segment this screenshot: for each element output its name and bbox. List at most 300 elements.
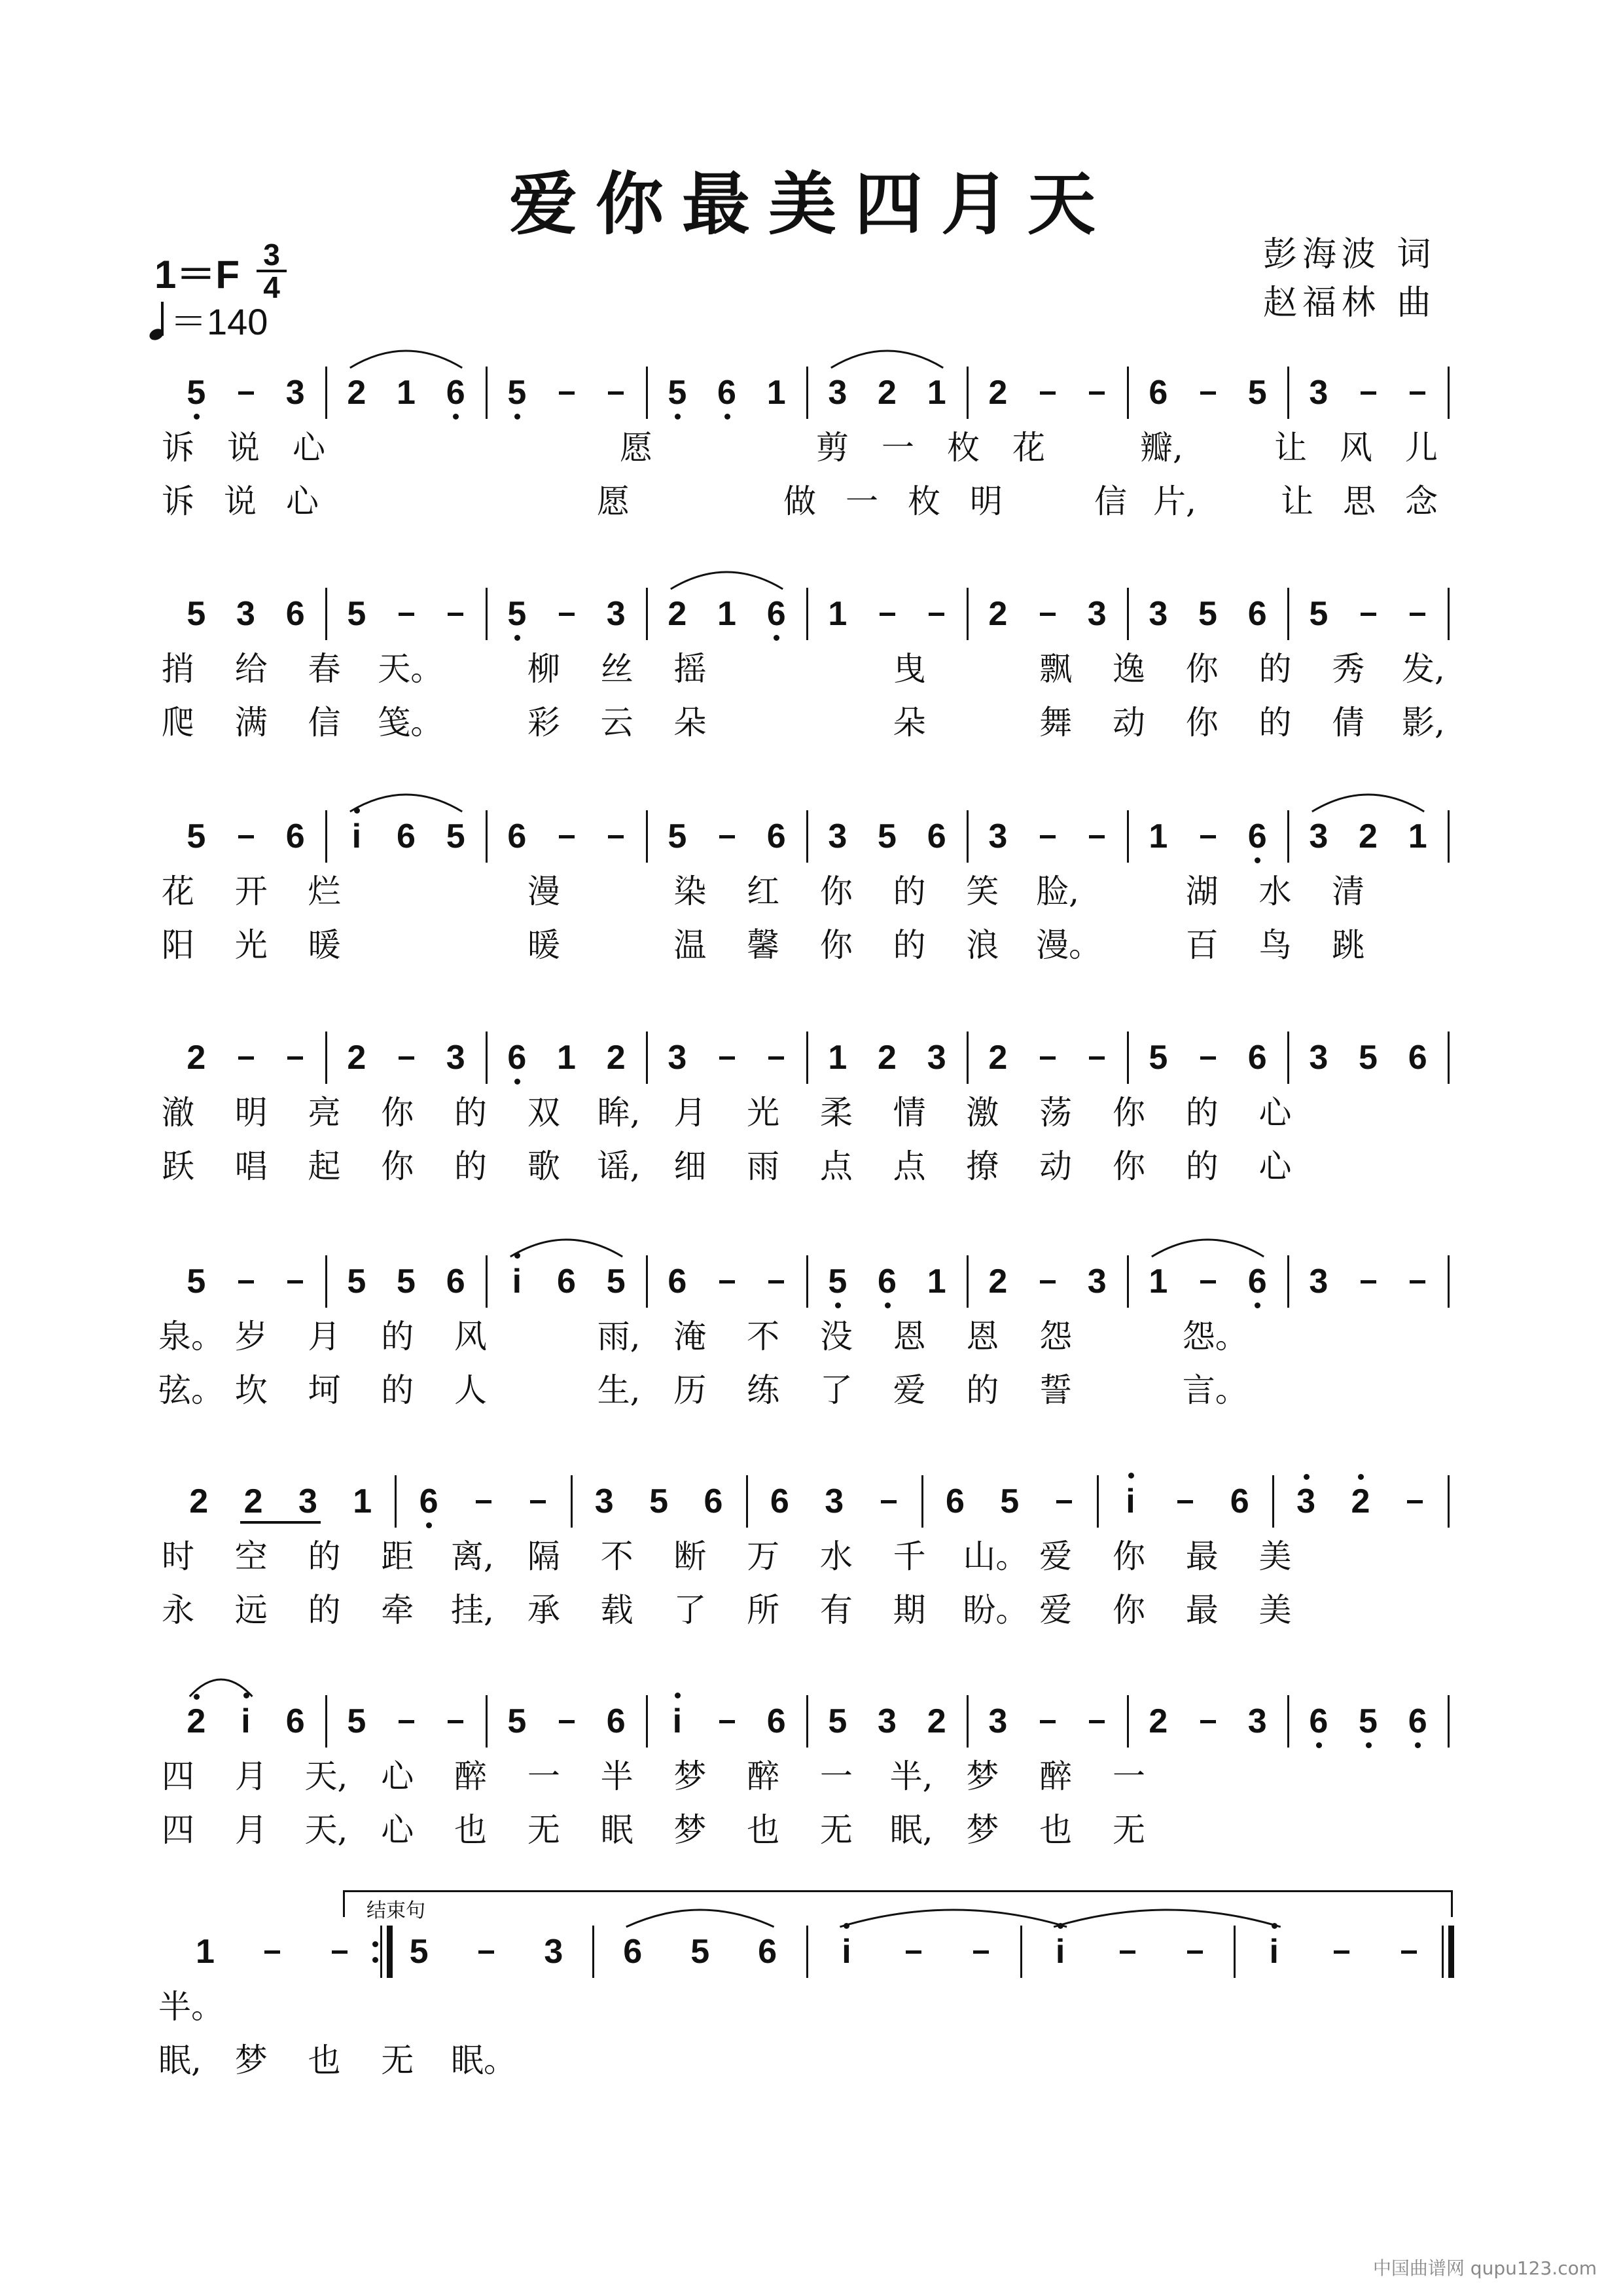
note-digit: 6 xyxy=(1247,1039,1267,1077)
lyric-char: 眠。 xyxy=(451,2041,517,2079)
note-digit: 6 xyxy=(1247,817,1267,855)
lyric-char: 无 xyxy=(527,1811,560,1849)
note-digit: 3 xyxy=(544,1933,563,1971)
note-digit: 6 xyxy=(717,374,736,412)
lyric-char: 唱 xyxy=(234,1147,268,1185)
note-digit: 2 xyxy=(347,374,366,412)
note-digit: 3 xyxy=(668,1039,687,1077)
lyric-char: 剪 xyxy=(816,429,849,467)
lyric-char: 诉 xyxy=(162,482,194,520)
lyric-char: 梦 xyxy=(673,1811,707,1849)
lyric-char: 一 xyxy=(527,1757,560,1795)
lyric-char: 淹 xyxy=(673,1318,707,1355)
lyric-char: 盼。 xyxy=(963,1591,1029,1629)
slur-arc xyxy=(671,572,783,589)
lyric-char: 练 xyxy=(747,1371,780,1409)
lyric-char: 风 xyxy=(1340,429,1372,467)
lyric-char: 逸 xyxy=(1112,650,1145,688)
lyric-char: 水 xyxy=(1258,872,1292,910)
note-digit: 1 xyxy=(353,1482,372,1520)
lyric-char: 断 xyxy=(673,1537,707,1575)
lyric-char: 花 xyxy=(1012,429,1045,467)
lyric-char: 的 xyxy=(1185,1094,1219,1132)
lyric-char: 点 xyxy=(893,1147,926,1185)
lyric-char: 温 xyxy=(673,926,707,964)
note-digit: 2 xyxy=(927,1702,946,1740)
lyric-char: 坎 xyxy=(234,1371,268,1409)
lyric-char: 笑 xyxy=(966,872,999,910)
lyric-char: 爱 xyxy=(893,1371,926,1409)
note-digit: 2 xyxy=(243,1482,263,1520)
lyric-char: 愿 xyxy=(620,429,652,467)
lyric-char: 百 xyxy=(1185,926,1219,964)
lyric-char: 说 xyxy=(224,482,257,520)
lyric-char: 你 xyxy=(1112,1591,1145,1629)
lyric-char: 也 xyxy=(308,2041,341,2079)
note-digit: 5 xyxy=(1359,1039,1378,1077)
lyric-char: 让 xyxy=(1281,482,1313,520)
note-digit: i xyxy=(512,1263,522,1300)
lyric-char: 红 xyxy=(747,872,780,910)
lyric-char: 梦 xyxy=(234,2041,268,2079)
note-digit: 5 xyxy=(347,1702,366,1740)
note-digit: 5 xyxy=(1247,374,1267,412)
note-digit: 6 xyxy=(766,817,786,855)
note-digit: i xyxy=(842,1933,851,1971)
lyric-char: 一 xyxy=(882,429,914,467)
note-digit: 5 xyxy=(1149,1039,1168,1077)
lyric-char: 恩 xyxy=(893,1318,926,1355)
note-digit: 5 xyxy=(507,595,527,633)
note-digit: 3 xyxy=(825,1482,844,1520)
lyric-char: 承 xyxy=(527,1591,560,1629)
lyric-char: 湖 xyxy=(1185,872,1219,910)
lyric-char: 半, xyxy=(889,1757,933,1795)
note-digit: 1 xyxy=(1408,817,1427,855)
note-digit: 6 xyxy=(507,817,527,855)
lyric-char: 了 xyxy=(819,1371,853,1409)
lyric-char: 一 xyxy=(1112,1757,1145,1795)
note-digit: 2 xyxy=(347,1039,366,1077)
lyric-char: 半。 xyxy=(158,1988,224,2026)
lyric-char: 眠, xyxy=(889,1811,933,1849)
note-digit: 3 xyxy=(1309,817,1329,855)
lyric-char: 鸟 xyxy=(1258,926,1292,964)
note-digit: 1 xyxy=(927,374,946,412)
lyric-char: 心 xyxy=(293,429,325,467)
lyric-char: 诉 xyxy=(162,429,194,467)
note-digit: 2 xyxy=(878,374,897,412)
lyric-char: 的 xyxy=(1185,1147,1219,1185)
lyric-char: 你 xyxy=(381,1147,414,1185)
note-digit: 6 xyxy=(766,1702,786,1740)
note-digit: i xyxy=(1126,1482,1135,1520)
note-digit: 6 xyxy=(606,1702,626,1740)
note-digit: 6 xyxy=(285,817,305,855)
slur-arc xyxy=(350,795,462,812)
note-digit: 5 xyxy=(649,1482,669,1520)
note-digit: 5 xyxy=(690,1933,710,1971)
lyric-char: 风 xyxy=(454,1318,488,1355)
note-digit: 1 xyxy=(1149,1263,1168,1300)
note-digit: 2 xyxy=(187,1039,206,1077)
lyric-char: 月 xyxy=(234,1811,268,1849)
note-digit: 2 xyxy=(668,595,687,633)
note-digit: 3 xyxy=(446,1039,465,1077)
lyric-char: 动 xyxy=(1112,704,1145,742)
lyric-char: 恩 xyxy=(966,1318,999,1355)
note-digit: 2 xyxy=(1149,1702,1168,1740)
note-digit: 5 xyxy=(1000,1482,1020,1520)
lyric-char: 暖 xyxy=(527,926,560,964)
note-digit: 6 xyxy=(668,1263,687,1300)
lyric-char: 光 xyxy=(747,1094,780,1132)
lyric-char: 最 xyxy=(1185,1537,1219,1575)
note-digit: 6 xyxy=(285,595,305,633)
lyric-char: 枚 xyxy=(947,429,980,467)
lyricist-credit: 彭海波 词 xyxy=(1263,235,1436,274)
note-digit: 5 xyxy=(507,1702,527,1740)
lyric-char: 染 xyxy=(673,872,707,910)
lyric-char: 澈 xyxy=(162,1094,194,1132)
lyric-char: 柳 xyxy=(527,650,560,688)
lyric-char: 你 xyxy=(381,1094,414,1132)
lyric-char: 载 xyxy=(600,1591,633,1629)
lyric-char: 距 xyxy=(381,1537,414,1575)
note-digit: 5 xyxy=(1359,1702,1378,1740)
note-digit: 5 xyxy=(347,1263,366,1300)
lyric-char: 山。 xyxy=(963,1537,1029,1575)
note-digit: 1 xyxy=(828,595,847,633)
lyric-char: 心 xyxy=(1258,1147,1292,1185)
slur-arc xyxy=(510,1240,622,1257)
note-digit: 3 xyxy=(1309,1263,1329,1300)
lyric-char: 的 xyxy=(308,1537,341,1575)
note-digit: 3 xyxy=(1087,1263,1107,1300)
lyric-char: 信 xyxy=(308,704,341,742)
lyric-char: 了 xyxy=(673,1591,707,1629)
note-digit: 6 xyxy=(1149,374,1168,412)
lyric-char: 你 xyxy=(819,926,853,964)
lyric-char: 影, xyxy=(1402,704,1445,742)
composer-credit: 赵福林 曲 xyxy=(1263,283,1436,323)
lyric-char: 双 xyxy=(527,1094,560,1132)
note-digit: 3 xyxy=(927,1039,946,1077)
slur-arc xyxy=(831,351,943,368)
note-digit: 2 xyxy=(988,1039,1008,1077)
lyric-char: 弦。 xyxy=(158,1371,224,1409)
note-digit: 3 xyxy=(1309,1039,1329,1077)
note-digit: 5 xyxy=(1198,595,1217,633)
note-digit: i xyxy=(351,817,362,855)
note-digit: i xyxy=(672,1702,683,1740)
lyric-char: 给 xyxy=(234,650,268,688)
lyric-char: 爱 xyxy=(1039,1537,1073,1575)
lyric-char: 笺。 xyxy=(378,704,444,742)
lyric-char: 做 xyxy=(783,482,816,520)
note-digit: 2 xyxy=(878,1039,897,1077)
lyric-char: 期 xyxy=(893,1591,926,1629)
lyric-char: 的 xyxy=(893,926,926,964)
note-digit: i xyxy=(241,1702,251,1740)
ending-bracket xyxy=(343,1890,1453,1917)
lyric-char: 不 xyxy=(600,1537,633,1575)
note-digit: 5 xyxy=(828,1702,847,1740)
note-digit: 1 xyxy=(557,1039,576,1077)
lyric-char: 天, xyxy=(304,1811,348,1849)
lyric-char: 隔 xyxy=(527,1537,560,1575)
lyric-char: 情 xyxy=(893,1094,926,1132)
lyric-char: 你 xyxy=(1112,1094,1145,1132)
note-digit: 2 xyxy=(1351,1482,1370,1520)
note-digit: 6 xyxy=(766,595,786,633)
note-digit: 1 xyxy=(195,1933,215,1971)
lyric-char: 怨。 xyxy=(1182,1318,1248,1355)
lyric-char: 光 xyxy=(234,926,268,964)
lyric-char: 说 xyxy=(227,429,260,467)
lyric-char: 月 xyxy=(673,1094,707,1132)
lyric-char: 四 xyxy=(162,1757,194,1795)
note-digit: 3 xyxy=(1087,595,1107,633)
lyric-char: 清 xyxy=(1332,872,1365,910)
lyric-char: 有 xyxy=(819,1591,853,1629)
lyric-char: 醉 xyxy=(747,1757,780,1795)
lyric-char: 没 xyxy=(819,1318,853,1355)
note-digit: 5 xyxy=(187,374,206,412)
lyric-char: 歌 xyxy=(527,1147,560,1185)
lyric-char: 你 xyxy=(1112,1147,1145,1185)
lyric-char: 舞 xyxy=(1039,704,1073,742)
lyric-char: 让 xyxy=(1274,429,1307,467)
lyric-char: 曳 xyxy=(893,650,926,688)
note-digit: 6 xyxy=(397,817,416,855)
lyric-char: 飘 xyxy=(1039,650,1073,688)
lyric-char: 誓 xyxy=(1039,1371,1073,1409)
lyric-char: 眠 xyxy=(600,1811,633,1849)
lyric-char: 离, xyxy=(451,1537,494,1575)
lyric-char: 的 xyxy=(381,1318,414,1355)
lyric-char: 心 xyxy=(381,1757,414,1795)
lyric-char: 的 xyxy=(893,872,926,910)
lyric-char: 无 xyxy=(819,1811,853,1849)
lyric-char: 梦 xyxy=(966,1811,999,1849)
lyric-char: 你 xyxy=(1112,1537,1145,1575)
lyric-char: 的 xyxy=(308,1591,341,1629)
lyric-char: 爬 xyxy=(162,704,194,742)
lyric-char: 片, xyxy=(1153,482,1196,520)
lyric-char: 心 xyxy=(286,482,319,520)
note-digit: 6 xyxy=(446,374,465,412)
note-digit: 6 xyxy=(419,1482,438,1520)
lyric-char: 远 xyxy=(234,1591,268,1629)
note-digit: 5 xyxy=(878,817,897,855)
note-digit: 3 xyxy=(285,374,305,412)
note-digit: 3 xyxy=(1309,374,1329,412)
note-digit: 5 xyxy=(187,595,206,633)
lyric-char: 明 xyxy=(970,482,1003,520)
lyric-char: 信 xyxy=(1094,482,1127,520)
note-digit: 1 xyxy=(397,374,416,412)
watermark: 中国曲谱网 qupu123.com xyxy=(1372,2257,1597,2279)
lyric-char: 阳 xyxy=(162,926,194,964)
note-digit: 6 xyxy=(1309,1702,1329,1740)
lyric-char: 水 xyxy=(819,1537,853,1575)
lyric-char: 云 xyxy=(600,704,633,742)
lyric-char: 的 xyxy=(454,1147,488,1185)
note-digit: 2 xyxy=(1359,817,1378,855)
note-digit: 5 xyxy=(668,817,687,855)
note-digit: 6 xyxy=(1247,1263,1267,1300)
note-digit: 3 xyxy=(988,817,1008,855)
note-digit: 5 xyxy=(606,1263,626,1300)
lyric-char: 摇 xyxy=(673,650,707,688)
lyric-char: 月 xyxy=(234,1757,268,1795)
lyric-char: 爱 xyxy=(1039,1591,1073,1629)
lyric-char: 细 xyxy=(673,1147,707,1185)
lyric-char: 点 xyxy=(819,1147,853,1185)
note-digit: 6 xyxy=(770,1482,789,1520)
lyric-char: 春 xyxy=(308,650,341,688)
lyric-char: 柔 xyxy=(819,1094,853,1132)
note-digit: 6 xyxy=(945,1482,965,1520)
lyric-char: 眸, xyxy=(597,1094,641,1132)
lyric-char: 梦 xyxy=(966,1757,999,1795)
lyric-char: 你 xyxy=(819,872,853,910)
note-digit: 3 xyxy=(1247,1702,1267,1740)
lyric-char: 梦 xyxy=(673,1757,707,1795)
lyric-char: 心 xyxy=(1258,1094,1292,1132)
lyric-char: 儿 xyxy=(1405,429,1438,467)
note-digit: i xyxy=(1055,1933,1065,1971)
lyric-char: 坷 xyxy=(308,1371,341,1409)
note-digit: 5 xyxy=(828,1263,847,1300)
lyric-char: 也 xyxy=(747,1811,780,1849)
lyric-char: 不 xyxy=(747,1318,780,1355)
lyric-char: 天, xyxy=(304,1757,348,1795)
note-digit: 2 xyxy=(988,1263,1008,1300)
note-digit: 1 xyxy=(927,1263,946,1300)
note-digit: 6 xyxy=(446,1263,465,1300)
slur-arc xyxy=(1152,1240,1264,1257)
lyric-char: 激 xyxy=(966,1094,999,1132)
lyric-char: 馨 xyxy=(747,926,780,964)
note-digit: 6 xyxy=(1408,1702,1427,1740)
note-digit: 3 xyxy=(878,1702,897,1740)
lyric-char: 跳 xyxy=(1332,926,1365,964)
lyric-char: 开 xyxy=(234,872,268,910)
lyric-char: 满 xyxy=(234,704,268,742)
lyric-char: 半 xyxy=(600,1757,633,1795)
lyric-char: 你 xyxy=(1185,704,1219,742)
lyric-char: 发, xyxy=(1402,650,1445,688)
note-digit: 2 xyxy=(606,1039,626,1077)
lyric-char: 雨, xyxy=(597,1318,641,1355)
lyric-char: 四 xyxy=(162,1811,194,1849)
time-signature-denominator: 4 xyxy=(263,270,280,304)
note-digit: 3 xyxy=(606,595,626,633)
lyric-char: 所 xyxy=(747,1591,780,1629)
lyric-char: 醉 xyxy=(454,1757,488,1795)
lyric-char: 动 xyxy=(1039,1147,1073,1185)
lyric-char: 枚 xyxy=(908,482,940,520)
note-digit: 3 xyxy=(236,595,255,633)
lyric-char: 美 xyxy=(1258,1537,1292,1575)
lyric-char: 泉。 xyxy=(158,1318,224,1355)
lyric-char: 浪 xyxy=(966,926,999,964)
lyric-char: 愿 xyxy=(597,482,630,520)
lyric-char: 的 xyxy=(454,1094,488,1132)
lyric-char: 最 xyxy=(1185,1591,1219,1629)
note-digit: 3 xyxy=(298,1482,317,1520)
lyric-char: 捎 xyxy=(162,650,194,688)
note-digit: 2 xyxy=(988,374,1008,412)
lyric-char: 明 xyxy=(234,1094,268,1132)
lyric-char: 天。 xyxy=(378,650,444,688)
lyric-char: 荡 xyxy=(1039,1094,1073,1132)
lyric-char: 美 xyxy=(1258,1591,1292,1629)
lyric-char: 眠, xyxy=(158,2041,202,2079)
note-digit: 2 xyxy=(189,1482,209,1520)
lyric-char: 彩 xyxy=(527,704,560,742)
lyric-char: 醉 xyxy=(1039,1757,1073,1795)
note-digit: 3 xyxy=(1296,1482,1316,1520)
lyric-char: 的 xyxy=(966,1371,999,1409)
lyric-char: 朵 xyxy=(673,704,707,742)
lyric-char: 漫。 xyxy=(1036,926,1102,964)
lyric-char: 漫 xyxy=(527,872,560,910)
lyric-char: 历 xyxy=(673,1371,707,1409)
note-digit: 3 xyxy=(988,1702,1008,1740)
lyric-char: 撩 xyxy=(966,1147,999,1185)
lyric-char: 永 xyxy=(162,1591,194,1629)
note-digit: 6 xyxy=(557,1263,576,1300)
note-digit: 5 xyxy=(187,1263,206,1300)
lyric-char: 谣, xyxy=(597,1147,641,1185)
lyric-char: 丝 xyxy=(600,650,633,688)
note-digit: 5 xyxy=(668,374,687,412)
note-digit: 2 xyxy=(988,595,1008,633)
lyric-char: 秀 xyxy=(1332,650,1365,688)
lyric-char: 的 xyxy=(1258,704,1292,742)
lyric-char: 雨 xyxy=(747,1147,780,1185)
lyric-char: 朵 xyxy=(893,704,926,742)
lyric-char: 你 xyxy=(1185,650,1219,688)
lyric-char: 无 xyxy=(381,2041,414,2079)
lyric-char: 岁 xyxy=(234,1318,268,1355)
note-digit: 3 xyxy=(828,374,847,412)
note-digit: 1 xyxy=(717,595,736,633)
lyric-char: 挂, xyxy=(451,1591,494,1629)
lyric-char: 暖 xyxy=(308,926,341,964)
note-digit: 3 xyxy=(1149,595,1168,633)
note-digit: 1 xyxy=(766,374,786,412)
note-digit: 2 xyxy=(187,1702,206,1740)
lyric-char: 万 xyxy=(747,1537,780,1575)
note-digit: 1 xyxy=(1149,817,1168,855)
note-digit: 6 xyxy=(623,1933,643,1971)
lyric-char: 空 xyxy=(234,1537,268,1575)
note-digit: 5 xyxy=(409,1933,429,1971)
key-signature: 1＝F xyxy=(154,253,240,296)
slur-arc xyxy=(1312,795,1424,812)
lyric-char: 也 xyxy=(1039,1811,1073,1849)
lyric-char: 人 xyxy=(454,1371,488,1409)
lyric-char: 千 xyxy=(893,1537,926,1575)
lyric-char: 脸, xyxy=(1036,872,1080,910)
lyric-char: 亮 xyxy=(308,1094,341,1132)
note-digit: 6 xyxy=(878,1263,897,1300)
lyric-char: 心 xyxy=(381,1811,414,1849)
